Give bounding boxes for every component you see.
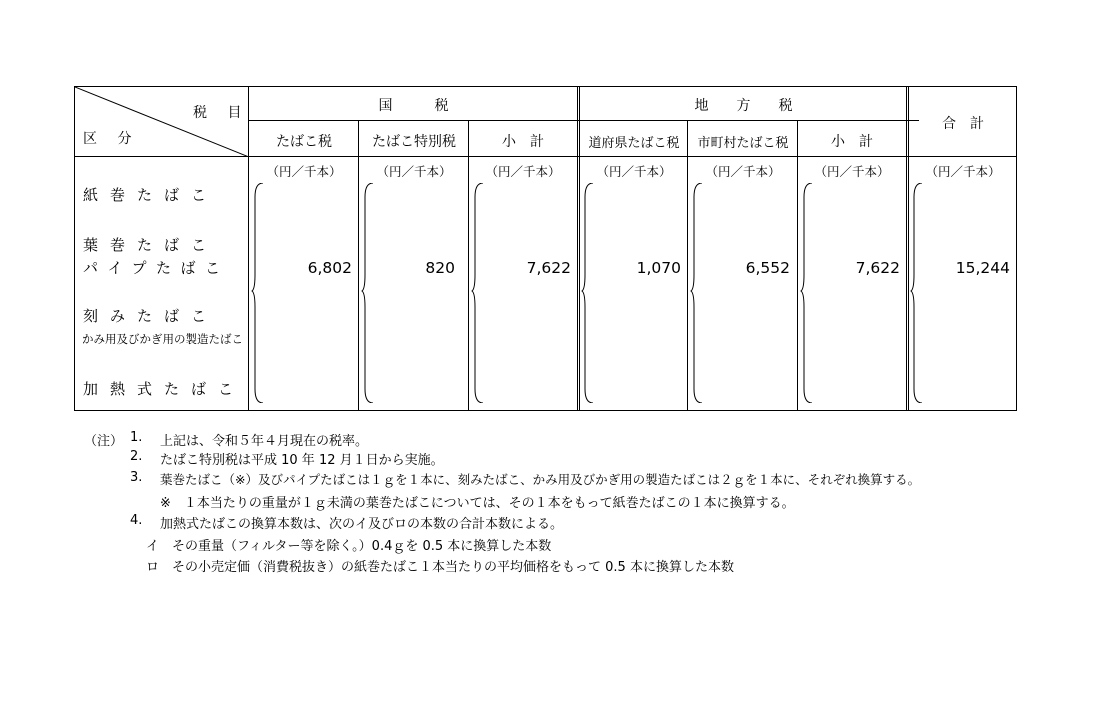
note-3-number: 3. — [130, 470, 143, 485]
brace-col-1 — [251, 183, 267, 403]
header-zeimoku: 税 目 — [193, 105, 250, 121]
col-divider-chihozei-end — [906, 87, 909, 410]
col-header-dofuken: 道府県たばこ税 — [588, 136, 680, 151]
row-label-kamiyo: かみ用及びかぎ用の製造たばこ — [82, 332, 243, 346]
header-chihozei: 地 方 税 — [694, 98, 793, 114]
header-gokei: 合 計 — [942, 116, 984, 132]
col-header-shichoson: 市町村たばこ税 — [697, 136, 789, 151]
header-kubun: 区 分 — [83, 131, 140, 147]
unit-label: （円／千本） — [596, 164, 672, 179]
header-divider — [249, 120, 919, 121]
row-label-hamaki: 葉巻たばこ — [83, 236, 219, 254]
col-header-tokubetsuzei: たばこ特別税 — [372, 134, 456, 150]
note-4-number: 4. — [130, 513, 143, 528]
value-shichoson: 6,552 — [745, 259, 790, 277]
unit-label: （円／千本） — [485, 164, 561, 179]
note-4-ro: ロ その小売定価（消費税抜き）の紙巻たばこ１本当たりの平均価格をもって 0.5 本に換算した本数 — [146, 560, 734, 575]
brace-col-5 — [690, 183, 706, 403]
header-kokuzei: 国 税 — [378, 98, 449, 114]
brace-col-7 — [910, 183, 926, 403]
unit-label: （円／千本） — [266, 164, 342, 179]
note-2: たばこ特別税は平成 10 年 12 月１日から実施。 — [160, 453, 444, 468]
value-dofuken: 1,070 — [636, 259, 681, 277]
value-chihozei-subtotal: 7,622 — [855, 259, 900, 277]
note-3: 葉巻たばこ（※）及びパイプたばこは１ｇを１本に、刻みたばこ、かみ用及びかぎ用の製造たばこは２ｇを１本に、それぞれ換算する。 — [160, 472, 921, 487]
value-kokuzei-subtotal: 7,622 — [526, 259, 571, 277]
note-1: 上記は、令和５年４月現在の税率。 — [160, 434, 369, 449]
row-label-kizami: 刻みたばこ — [83, 307, 219, 325]
value-tabakozei: 6,802 — [307, 259, 352, 277]
tax-rate-table — [74, 86, 1017, 411]
note-1-number: 1. — [130, 430, 143, 445]
row-label-kanetsushiki: 加熱式たばこ — [83, 380, 246, 398]
brace-col-4 — [581, 183, 597, 403]
unit-label: （円／千本） — [925, 164, 1001, 179]
brace-col-2 — [361, 183, 377, 403]
unit-label: （円／千本） — [705, 164, 781, 179]
col-header-chihozei-subtotal: 小 計 — [831, 134, 873, 150]
note-4: 加熱式たばこの換算本数は、次のイ及びロの本数の合計本数による。 — [160, 517, 564, 532]
value-tokubetsuzei: 820 — [425, 259, 455, 277]
col-header-tabakozei: たばこ税 — [276, 134, 332, 150]
unit-label: （円／千本） — [814, 164, 890, 179]
note-3-sub: ※ １本当たりの重量が１ｇ未満の葉巻たばこについては、その１本をもって紙巻たばこの１本に換算する。 — [160, 496, 795, 511]
row-label-kamimaki: 紙巻たばこ — [83, 186, 219, 204]
unit-label: （円／千本） — [376, 164, 452, 179]
note-4-i: イ その重量（フィルター等を除く。）0.4ｇを 0.5 本に換算した本数 — [146, 539, 552, 554]
brace-col-3 — [471, 183, 487, 403]
notes-lead: （注） — [84, 434, 124, 449]
col-header-kokuzei-subtotal: 小 計 — [502, 134, 544, 150]
value-gokei: 15,244 — [955, 259, 1010, 277]
row-label-pipe: パイプたばこ — [83, 259, 230, 277]
brace-col-6 — [800, 183, 816, 403]
note-2-number: 2. — [130, 449, 143, 464]
